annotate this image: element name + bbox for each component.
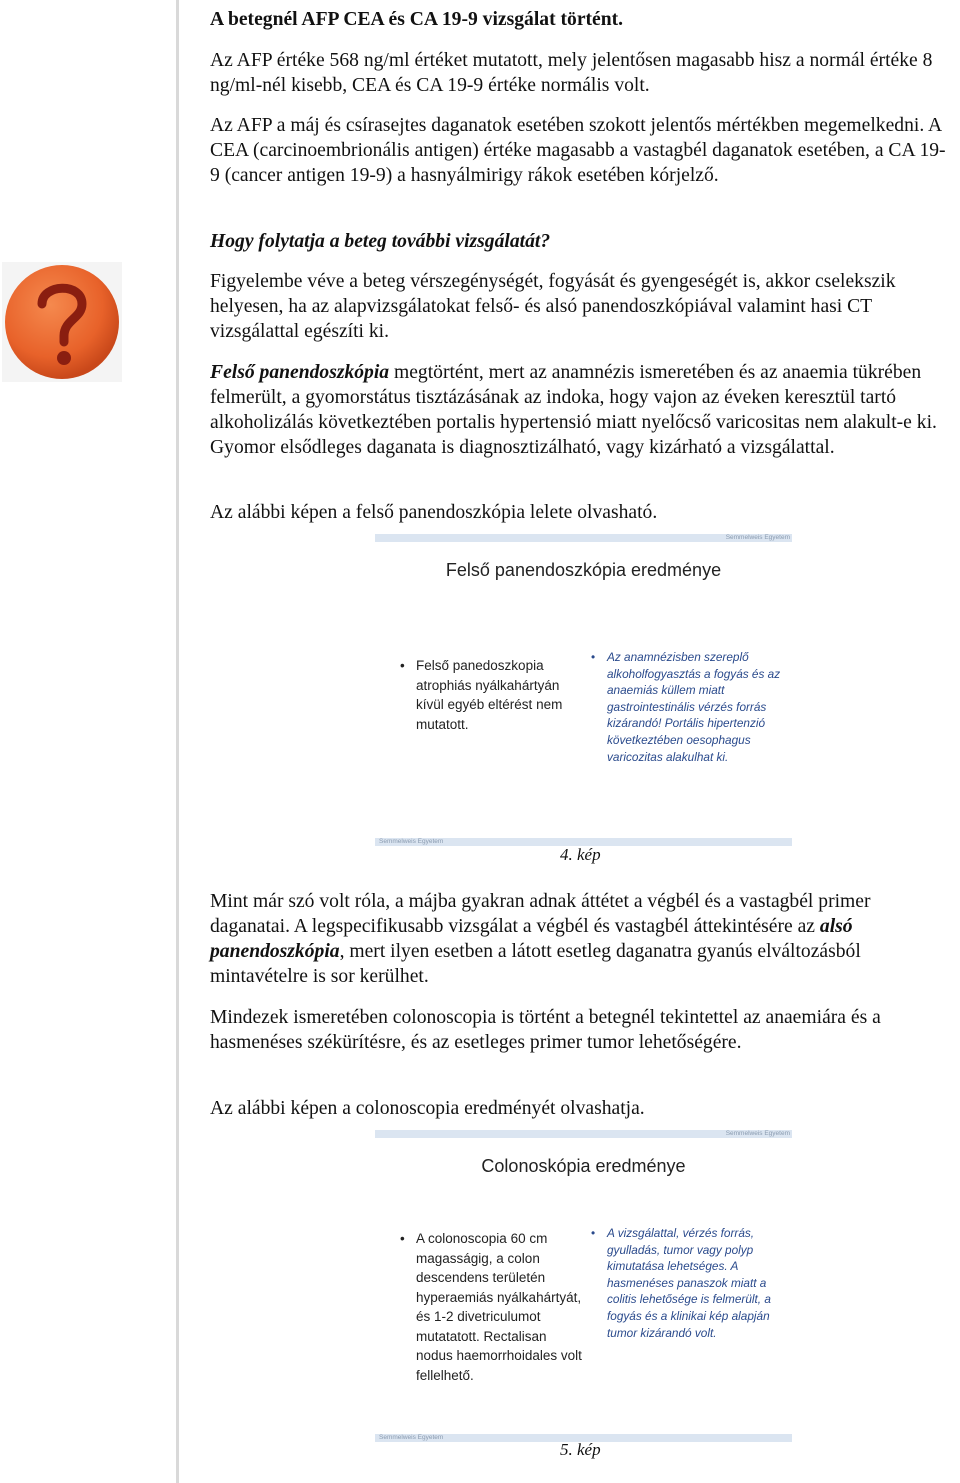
slide-right-bullet: [591, 649, 781, 765]
slide-title: Colonoskópia eredménye: [481, 1156, 686, 1176]
bullet-icon: •: [400, 1231, 405, 1246]
lower-endoscopy-text-a: Mint már szó volt róla, a májba gyakran adnak áttétet a végbél és a vastagbél primer daganatai. A legspecifikusabb vizsgálat a végbél és vastagbél áttekintésére az: [210, 891, 871, 937]
paragraph-lower-endoscopy: [210, 889, 955, 989]
slide-brand-bottom: Semmelweis Egyetem: [379, 1434, 444, 1441]
slide-brand-top: Semmelweis Egyetem: [725, 1130, 790, 1137]
left-margin-rule: [176, 0, 179, 1483]
paragraph-upper-endoscopy: [210, 360, 955, 460]
slide-right-bullet: [591, 1225, 781, 1341]
upper-endoscopy-term: Felső panendoszkópia: [210, 362, 390, 383]
upper-endoscopy-text: megtörtént, mert az anamnézis ismeretében és az anaemia tükrében felmerült, a gyomorstátus tisztázásának az indoka, hogy vajon az éveken keresztül tartó alkoholizálás következtében portalis hypertensió miatt nyelőcső varicositas nem alakult-e ki. Gyomor elsődleges daganata is diagnosztizálható, vagy kizárható a vizsgálattal.: [210, 362, 937, 458]
slide-title: Felső panendoszkópia eredménye: [445, 560, 722, 580]
bullet-icon: •: [591, 650, 596, 664]
paragraph-image-intro-2: Az alábbi képen a colonoscopia eredményét olvashatja.: [210, 1098, 645, 1119]
slide-right-text: Az anamnézisben szereplő alkoholfogyasztás a fogyás és az anaemiás küllem miatt gastrointestinális vérzés forrás kizárandó! Portális hipertenzió következtében oesophagus varicozitas alakulhat ki.: [607, 650, 781, 764]
slide-brand-top: Semmelweis Egyetem: [725, 534, 790, 541]
paragraph-afp-result: Az AFP értéke 568 ng/ml értéket mutatott, mely jelentősen magasabb hisz a normál értéke 8 ng/ml-nél kisebb, CEA és CA 19-9 értéke normális volt.: [210, 50, 933, 96]
slide-upper-endoscopy: [375, 534, 792, 846]
paragraph-tumor-markers: Az AFP a máj és csírasejtes daganatok esetében szokott jelentős mértékben megemelkedni. A CEA (carcinoembrionális antigen) értéke magasabb a vastagbél daganatok esetében, a CA 19-9 (cancer antigen 19-9) a hasnyálmirigy rákok esetében kórjelző.: [210, 115, 946, 186]
paragraph-further-exams: Figyelembe véve a beteg vérszegénységét, fogyását és gyengeségét is, akkor cselekszik helyesen, ha az alapvizsgálatokat felső- és alsó panendoszkópiával valamint hasi CT vizsgálattal egészíti ki.: [210, 271, 896, 342]
slide-left-bullet: [400, 1229, 585, 1385]
paragraph-colonoscopy-context: Mindezek ismeretében colonoscopia is történt a betegnél tekintettel az anaemiára és a hasmenéses székürítésre, és az esetleges primer tumor lehetőségére.: [210, 1007, 881, 1053]
bullet-icon: •: [591, 1226, 596, 1240]
lower-endoscopy-term: alsó panendoszkópia: [210, 916, 853, 962]
question-heading: Hogy folytatja a beteg további vizsgálatát?: [210, 231, 551, 252]
question-mark-icon: [2, 262, 122, 382]
slide-brand-bottom: Semmelweis Egyetem: [379, 838, 444, 845]
bullet-icon: •: [400, 658, 405, 673]
lower-endoscopy-text-b: , mert ilyen esetben a látott esetleg daganatra gyanús elváltozásból mintavételre is sor kerülhet.: [210, 941, 861, 987]
heading: A betegnél AFP CEA és CA 19-9 vizsgálat történt.: [210, 9, 624, 30]
figure-caption-5: 5. kép: [560, 1440, 601, 1459]
slide-colonoscopy: [375, 1130, 792, 1442]
slide-right-text: A vizsgálattal, vérzés forrás, gyulladás, tumor vagy polyp kimutatása lehetséges. A hasmenéses panaszok miatt a colitis lehetősége is felmerült, a fogyás és a klinikai kép alapján tumor kizárandó volt.: [607, 1226, 771, 1340]
slide-left-bullet: [400, 656, 585, 734]
slide-left-text: Felső panedoszkopia atrophiás nyálkahártyán kívül egyéb eltérést nem mutatott.: [416, 658, 563, 732]
paragraph-image-intro-1: Az alábbi képen a felső panendoszkópia lelete olvasható.: [210, 502, 658, 523]
figure-caption-4: 4. kép: [560, 845, 601, 864]
slide-left-text: A colonoscopia 60 cm magasságig, a colon descendens területén hyperaemiás nyálkahártyát, és 1-2 divetriculumot mutatatott. Rectalisan nodus haemorrhoidales volt fellelhető.: [416, 1231, 582, 1383]
